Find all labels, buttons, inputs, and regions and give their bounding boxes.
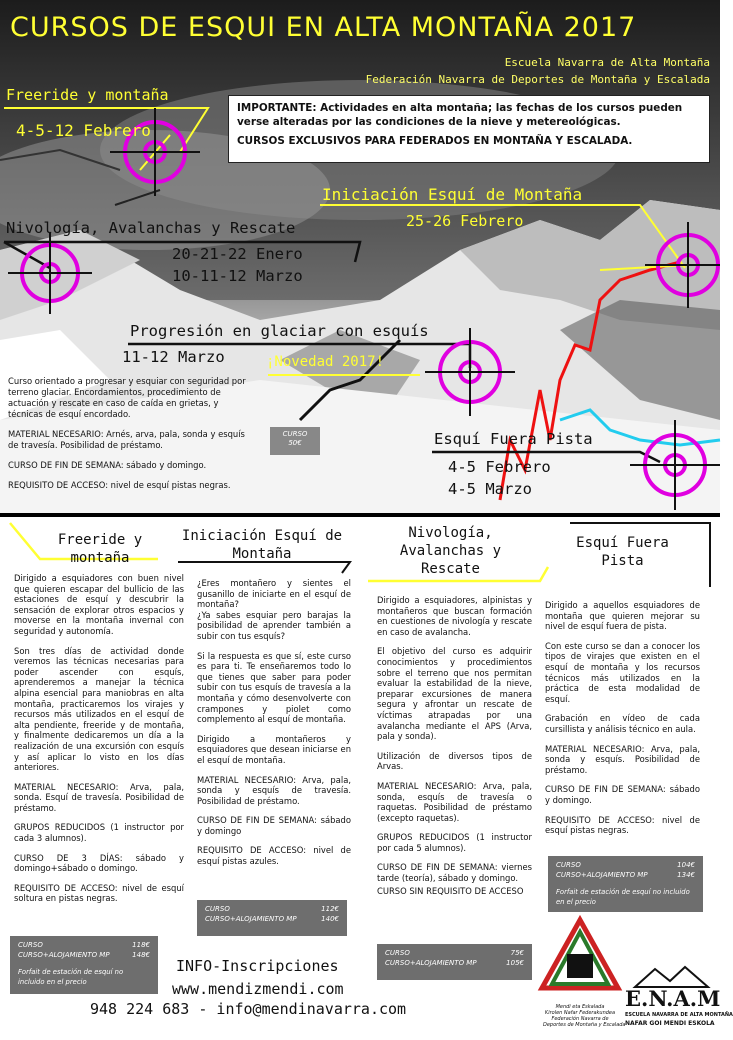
- forfait-note: Forfait de estación de esquí no incluido en el precio: [18, 968, 124, 986]
- nivologia-schedule: CURSO DE FIN DE SEMANA: viernes tarde (teoría), sábado y domingo.: [377, 862, 532, 884]
- school-name: Escuela Navarra de Alta Montaña: [504, 56, 710, 69]
- price-value: 134€: [677, 871, 695, 879]
- price-label: CURSO: [385, 949, 410, 957]
- enam-logo: E.N.A.M: [625, 986, 721, 1011]
- price-value: 105€: [506, 959, 524, 967]
- price-value: 112€: [321, 905, 339, 913]
- price-label: CURSO+ALOJAMIENTO MP: [205, 915, 297, 923]
- freeride-groups: GRUPOS REDUCIDOS (1 instructor por cada 3 alumnos).: [14, 822, 184, 844]
- phone-email[interactable]: 948 224 683 - info@mendinavarra.com: [90, 1000, 407, 1018]
- iniciacion-schedule: CURSO DE FIN DE SEMANA: sábado y domingo: [197, 815, 351, 836]
- glaciar-schedule: CURSO DE FIN DE SEMANA: sábado y domingo.: [8, 460, 207, 470]
- nivologia-column-title: Nivología, Avalanchas y Rescate: [399, 525, 502, 577]
- iniciacion-audience: Dirigido a montañeros y esquiadores que desean iniciarse en el esquí de montaña.: [197, 733, 351, 765]
- price-value: 148€: [132, 951, 150, 959]
- fuera-column: [545, 600, 700, 845]
- nivologia-material: MATERIAL NECESARIO: Arva, pala, sonda, esquís de travesía o raquetas. Posibilidad de préstamo (excepto raquetas).: [377, 780, 532, 823]
- glaciar-description: [8, 376, 252, 500]
- freeride-schedule: CURSO DE 3 DÍAS: sábado y domingo+sábado o domingo.: [14, 852, 184, 874]
- fuera-video: Grabación en vídeo de cada cursillista y análisis técnico en aula.: [545, 713, 700, 734]
- price-label: CURSO+ALOJAMIENTO MP: [385, 959, 477, 967]
- iniciacion-intro: ¿Eres montañero y sientes el gusanillo de iniciarte en el esquí de montaña? ¿Ya sabes esquiar pero barajas la posibilidad de aprender también a subir con tus esquís?: [197, 578, 351, 641]
- nivologia-details: El objetivo del curso es adquirir conocimientos y procedimientos sobre el terreno que nos permitan evaluar la estabilidad de la nieve, preparar excursiones de manera segura y afrontar un rescate de víctimas atrapadas por una avalancha mediante el APS (Arva, pala y sonda).: [377, 646, 532, 742]
- hero-photo-area: [0, 0, 720, 515]
- federation-logo-icon: [540, 918, 620, 1004]
- price-value: 140€: [321, 915, 339, 923]
- fuera-requirement: REQUISITO DE ACCESO: nivel de esquí pistas negras.: [545, 814, 700, 836]
- fuera-column-title: Esquí Fuera Pista: [576, 535, 669, 569]
- fuera-intro: Dirigido a aquellos esquiadores de montaña que quieren mejorar su nivel de esquí fuera de pista.: [545, 600, 700, 632]
- nivologia-map-title: Nivología, Avalanchas y Rescate: [6, 219, 296, 237]
- federation-logo-text: [543, 1004, 626, 1028]
- nivologia-requirement: CURSO SIN REQUISITO DE ACCESO: [377, 885, 524, 896]
- fed-line: Mendi eta Eskalada: [555, 1004, 605, 1010]
- price-label: CURSO: [18, 941, 43, 949]
- fuera-map-title: Esquí Fuera Pista: [434, 430, 593, 448]
- fuera-material: MATERIAL NECESARIO: Arva, pala, sonda y esquís. Posibilidad de préstamo.: [545, 743, 700, 775]
- fuera-map-dates-1: 4-5 Febrero: [448, 458, 551, 476]
- iniciacion-map-dates: 25-26 Febrero: [406, 212, 524, 230]
- glaciar-map-title: Progresión en glaciar con esquís: [130, 322, 429, 340]
- fed-line: Kirolen Nafar Federakundea: [544, 1010, 616, 1016]
- freeride-requirement: REQUISITO DE ACCESO: nivel de esquí soltura en pistas negras.: [14, 882, 184, 904]
- freeride-column: [14, 573, 184, 913]
- iniciacion-details: Si la respuesta es que sí, este curso es para ti. Te enseñaremos todo lo que tienes que saber para poder subir con tus esquís de travesía a la montaña y cómo desenvolverte con crampones y piolet como complemento al esquí de montaña.: [197, 650, 351, 725]
- freeride-map-dates: 4-5-12 Febrero: [16, 121, 151, 140]
- nivologia-price-box: [377, 944, 532, 980]
- price-label: CURSO+ALOJAMIENTO MP: [556, 871, 648, 879]
- notice-text: IMPORTANTE: Actividades en alta montaña; las fechas de los cursos pueden verse alteradas por las condiciones de la nieve y metereológicas.: [237, 102, 683, 128]
- glaciar-price-label: CURSO: [282, 430, 308, 438]
- important-notice: [228, 95, 710, 163]
- freeride-intro: Dirigido a esquiadores con buen nivel que quieren escapar del bullicio de las estaciones de esquí y descubrir la sensación de explorar otros espacios y moverse en la montaña invernal con seguridad y autonomía.: [14, 573, 184, 636]
- price-label: CURSO+ALOJAMIENTO MP: [18, 951, 110, 959]
- glaciar-price-value: 50€: [288, 439, 302, 447]
- info-title: INFO-Inscripciones: [176, 957, 339, 975]
- fuera-schedule: CURSO DE FIN DE SEMANA: sábado y domingo.: [545, 784, 700, 805]
- fed-line: Federación Navarra de: [551, 1016, 609, 1022]
- freeride-map-title: Freeride y montaña: [6, 86, 169, 104]
- enam-subtitle: ESCUELA NAVARRA DE ALTA MONTAÑA: [625, 1012, 733, 1018]
- nivologia-arvas: Utilización de diversos tipos de Arvas.: [377, 750, 532, 772]
- iniciacion-column-title: Iniciación Esquí de Montaña: [181, 528, 343, 562]
- glaciar-material: MATERIAL NECESARIO: Arnés, arva, pala, sonda y esquís de travesía. Posibilidad de préstamo.: [8, 429, 245, 450]
- iniciacion-requirement: REQUISITO DE ACCESO: nivel de esquí pistas azules.: [197, 845, 351, 867]
- freeride-material: MATERIAL NECESARIO: Arva, pala, sonda. Esquí de travesía. Posibilidad de préstamo.: [14, 781, 184, 813]
- fuera-details: Con este curso se dan a conocer los tipos de virajes que existen en el esquí de montaña y los recursos técnicos más utilizados en la práctica de esta modalidad de esquí.: [545, 640, 700, 704]
- nivologia-column: [377, 595, 532, 905]
- federation-name: Federación Navarra de Deportes de Montaña y Escalada: [365, 73, 710, 86]
- novedad-badge: ¡Novedad 2017!: [266, 354, 385, 370]
- nivologia-map-dates-2: 10-11-12 Marzo: [172, 267, 303, 285]
- price-value: 104€: [677, 861, 695, 869]
- fuera-map-dates-2: 4-5 Marzo: [448, 480, 532, 498]
- forfait-note: Forfait de estación de esquí no incluido en el precio: [556, 888, 690, 906]
- freeride-column-title: Freeride y montaña: [57, 532, 143, 566]
- notice-federated-text: CURSOS EXCLUSIVOS PARA FEDERADOS EN MONTAÑA Y ESCALADA.: [237, 135, 633, 147]
- freeride-price-box: [10, 936, 158, 994]
- fed-line: Deportes de Montaña y Escalada: [543, 1022, 626, 1028]
- price-value: 75€: [510, 949, 524, 957]
- iniciacion-material: MATERIAL NECESARIO: Arva, pala, sonda y esquís de travesía. Posibilidad de préstamo.: [197, 774, 351, 806]
- iniciacion-column: [197, 578, 351, 876]
- website-link[interactable]: www.mendizmendi.com: [172, 980, 344, 998]
- iniciacion-price-box: [197, 900, 347, 936]
- glaciar-requirement: REQUISITO DE ACCESO: nivel de esquí pistas negras.: [8, 480, 231, 490]
- iniciacion-map-title: Iniciación Esquí de Montaña: [322, 185, 583, 204]
- nivologia-intro: Dirigido a esquiadores, alpinistas y montañeros que buscan formación en cuestiones de nivología y rescate en caso de avalancha.: [377, 595, 532, 637]
- price-label: CURSO: [205, 905, 230, 913]
- freeride-details: Son tres días de actividad donde veremos las técnicas necesarias para poder ascender con esquís, aprenderemos a manejar la técnica alpina esencial para maniobras en alta montaña, practicaremos los virajes y recursos más utilizados en el esquí de alta pendiente, freeride y de montaña, y finalmente dedicaremos un día a la realización de una excursión con esquís y así aplicar lo visto en los días anteriores.: [14, 645, 184, 773]
- glaciar-price-box: [270, 427, 320, 455]
- nivologia-map-dates-1: 20-21-22 Enero: [172, 245, 303, 263]
- nivologia-groups: GRUPOS REDUCIDOS (1 instructor por cada 5 alumnos).: [377, 832, 532, 853]
- fuera-price-box: [548, 856, 703, 912]
- glaciar-desc-text: Curso orientado a progresar y esquiar con seguridad por terreno glaciar. Encordamientos, procedimiento de actuación y rescate en caso de caída en grietas, y técnicas de esquí encordado.: [8, 376, 246, 419]
- glaciar-map-dates: 11-12 Marzo: [122, 348, 225, 366]
- enam-subtitle-basque: NAFAR GOI MENDI ESKOLA: [625, 1020, 715, 1027]
- page-title: CURSOS DE ESQUI EN ALTA MONTAÑA 2017: [10, 12, 637, 43]
- price-value: 118€: [132, 941, 150, 949]
- price-label: CURSO: [556, 861, 581, 869]
